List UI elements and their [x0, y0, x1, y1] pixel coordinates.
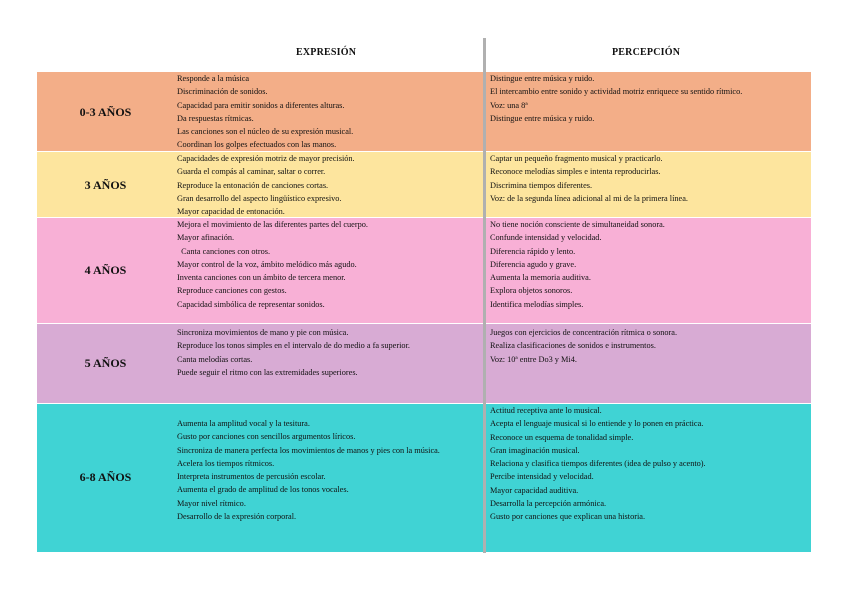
- percepcion-cell: [490, 218, 808, 311]
- list-item: Reproduce la entonación de canciones cortas.: [177, 180, 329, 190]
- list-item: Mayor capacidad de entonación.: [177, 207, 285, 217]
- list-item: Mayor afinación.: [177, 233, 235, 243]
- list-item: Realiza clasificaciones de sonidos e instrumentos.: [490, 341, 656, 351]
- percepcion-cell: [490, 404, 808, 524]
- list-item: Distingue entre música y ruido.: [490, 113, 595, 123]
- list-item: Captar un pequeño fragmento musical y practicarlo.: [490, 154, 663, 163]
- list-item: Mayor capacidad auditiva.: [490, 485, 579, 495]
- list-item: Da respuestas rítmicas.: [177, 113, 254, 123]
- list-item: Voz: de la segunda línea adicional al mi de la primera línea.: [490, 193, 688, 203]
- list-item: Sincroniza de manera perfecta los movimientos de manos y pies con la música.: [177, 445, 440, 455]
- expresion-cell: [177, 326, 481, 379]
- list-item: Aumenta la memoria auditiva.: [490, 273, 591, 283]
- list-item: Responde a la música: [177, 74, 250, 83]
- row-4: [37, 218, 811, 323]
- list-item: Capacidades de expresión motriz de mayor precisión.: [177, 154, 355, 163]
- list-item: Confunde intensidad y velocidad.: [490, 233, 602, 243]
- list-item: Las canciones son el núcleo de su expresión musical.: [177, 127, 354, 137]
- expresion-cell: [177, 417, 481, 523]
- list-item: Mayor nivel rítmico.: [177, 498, 246, 508]
- list-item: Actitud receptiva ante lo musical.: [490, 406, 602, 415]
- column-divider: [483, 38, 486, 553]
- list-item: Diferencia rápido y lento.: [490, 246, 576, 256]
- list-item: Mejora el movimiento de las diferentes partes del cuerpo.: [177, 220, 368, 229]
- list-item: Aumenta la amplitud vocal y la tesitura.: [177, 419, 310, 428]
- list-item: Guarda el compás al caminar, saltar o correr.: [177, 167, 326, 177]
- list-item: Gusto por canciones con sencillos argumentos líricos.: [177, 432, 356, 442]
- list-item: Desarrolla la percepción armónica.: [490, 499, 607, 509]
- list-item: Puede seguir el ritmo con las extremidades superiores.: [177, 367, 358, 377]
- row-6-8: [37, 404, 811, 552]
- list-item: Acelera los tiempos rítmicos.: [177, 458, 275, 468]
- list-item: Capacidad para emitir sonidos a diferentes alturas.: [177, 100, 345, 110]
- list-item: Canta melodías cortas.: [177, 354, 253, 364]
- age-label: 0-3 AÑOS: [79, 105, 132, 119]
- age-label: 3 AÑOS: [84, 178, 127, 192]
- list-item: Diferencia agudo y grave.: [490, 259, 577, 269]
- percepcion-cell: [490, 72, 808, 125]
- list-item: Acepta el lenguaje musical si lo entiende y lo ponen en práctica.: [490, 419, 704, 429]
- list-item: Interpreta instrumentos de percusión escolar.: [177, 472, 326, 482]
- list-item: Discriminación de sonidos.: [177, 87, 268, 97]
- list-item: Mayor control de la voz, ámbito melódico más agudo.: [177, 259, 357, 269]
- list-item: Explora objetos sonoros.: [490, 286, 573, 296]
- list-item: Canta canciones con otros.: [177, 246, 271, 256]
- list-item: Reproduce canciones con gestos.: [177, 286, 287, 296]
- list-item: Reconoce melodías simples e intenta reproducirlas.: [490, 167, 661, 177]
- row-3: [37, 152, 811, 217]
- list-item: Relaciona y clasifica tiempos diferentes (idea de pulso y acento).: [490, 459, 706, 469]
- age-label: 6-8 AÑOS: [79, 470, 132, 484]
- age-label: 5 AÑOS: [84, 356, 127, 370]
- list-item: Discrimina tiempos diferentes.: [490, 180, 593, 190]
- list-item: Gran desarrollo del aspecto lingüístico expresivo.: [177, 193, 342, 203]
- list-item: Gusto por canciones que explican una historia.: [490, 512, 646, 522]
- age-label: 4 AÑOS: [84, 263, 127, 277]
- row-0-3: [37, 72, 811, 151]
- list-item: Sincroniza movimientos de mano y pie con música.: [177, 328, 349, 337]
- percepcion-cell: [490, 152, 808, 205]
- expresion-cell: [177, 152, 481, 218]
- list-item: El intercambio entre sonido y actividad motriz enriquece su sentido rítmico.: [490, 87, 743, 97]
- list-item: Gran imaginación musical.: [490, 445, 580, 455]
- list-item: Reconoce un esquema de tonalidad simple.: [490, 432, 634, 442]
- list-item: Percibe intensidad y velocidad.: [490, 472, 594, 482]
- list-item: Inventa canciones con un ámbito de tercera menor.: [177, 273, 346, 283]
- percepcion-cell: [490, 326, 808, 366]
- list-item: Identifica melodías simples.: [490, 299, 584, 309]
- list-item: Desarrollo de la expresión corporal.: [177, 512, 297, 522]
- list-item: Voz: una 8ª: [490, 100, 528, 110]
- header-percepcion: PERCEPCIÓN: [612, 47, 681, 58]
- expresion-cell: [177, 218, 481, 311]
- row-5: [37, 324, 811, 403]
- list-item: Capacidad simbólica de representar sonidos.: [177, 299, 325, 309]
- header-expresion: EXPRESIÓN: [296, 47, 357, 58]
- list-item: Distingue entre música y ruido.: [490, 74, 595, 83]
- list-item: Juegos con ejercicios de concentración rítmica o sonora.: [490, 328, 678, 337]
- list-item: Reproduce los tonos simples en el intervalo de do medio a fa superior.: [177, 341, 410, 351]
- list-item: Coordinan los golpes efectuados con las manos.: [177, 140, 337, 150]
- list-item: Aumenta el grado de amplitud de los tonos vocales.: [177, 485, 349, 495]
- list-item: Voz: 10ª entre Do3 y Mi4.: [490, 354, 577, 364]
- list-item: No tiene noción consciente de simultaneidad sonora.: [490, 220, 665, 229]
- expresion-cell: [177, 72, 481, 152]
